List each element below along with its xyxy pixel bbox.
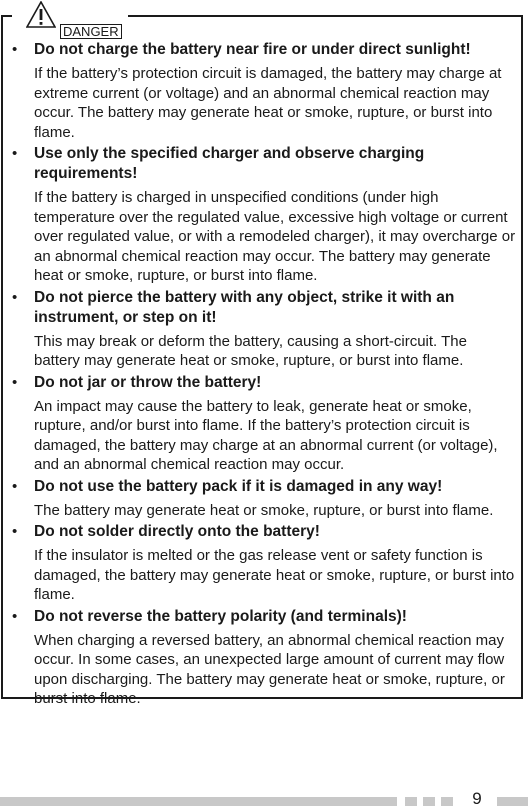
footer-block (423, 797, 435, 806)
item-title: Do not use the battery pack if it is damaged in any way! (34, 477, 443, 495)
item-body: When charging a reversed battery, an abnormal chemical reaction may occur. In some cases, an unexpected large amount of current may flow upon discharging. The battery may generate heat or smoke, rupture, or burst into flame. (34, 631, 505, 707)
bullet-icon: • (12, 607, 18, 625)
list-item (8, 40, 516, 142)
footer-block (405, 797, 417, 806)
warning-list (8, 40, 516, 711)
bullet-icon: • (12, 373, 18, 391)
bullet-icon: • (12, 523, 18, 540)
item-title: Do not jar or throw the battery! (34, 373, 262, 391)
item-body: If the battery’s protection circuit is damaged, the battery may charge at extreme current (or voltage) and an abnormal chemical reaction may occur. The battery may generate heat or smoke, rupture, or burst into flame. (34, 65, 502, 141)
list-item (8, 373, 516, 475)
item-title: Do not pierce the battery with any object, strike it with an instrument, or step on it! (34, 288, 455, 326)
item-body: The battery may generate heat or smoke, rupture, or burst into flame. (34, 501, 494, 519)
item-body: An impact may cause the battery to leak, generate heat or smoke, rupture, and/or burst into flame. If the battery’s protection circuit is damaged, the battery may charge at an abnormal current (or voltage), and an abnormal chemical reaction may occur. (34, 397, 498, 473)
list-item (8, 607, 516, 709)
page-number: 9 (472, 789, 482, 808)
item-title: Do not reverse the battery polarity (and terminals)! (34, 607, 407, 625)
list-item (8, 522, 516, 605)
bullet-icon: • (12, 145, 18, 162)
item-title: Use only the specified charger and observe charging requirements! (34, 145, 425, 182)
item-title: Do not solder directly onto the battery! (34, 523, 320, 540)
item-body: This may break or deform the battery, causing a short-circuit. The battery may generate heat or smoke, rupture, or burst into flame. (34, 332, 467, 369)
warning-triangle-icon (26, 1, 56, 28)
list-item (8, 477, 516, 521)
item-body: If the battery is charged in unspecified conditions (under high temperature over the regulated value, excessive high voltage or current over regulated value, or with a remodeled charger), it may overcharge or an abnormal chemical reaction may occur. The battery may generate heat or smoke, rupture, or burst into flame. (34, 189, 516, 284)
danger-badge: DANGER (60, 24, 122, 39)
item-title: Do not charge the battery near fire or under direct sunlight! (34, 41, 471, 58)
bullet-icon: • (12, 288, 18, 306)
footer-block (441, 797, 453, 806)
list-item (8, 288, 516, 371)
list-item (8, 144, 516, 286)
footer-bar (497, 797, 528, 806)
bullet-icon: • (12, 41, 18, 58)
footer-bar (0, 797, 397, 806)
item-body: If the insulator is melted or the gas release vent or safety function is damaged, the battery may generate heat or smoke, rupture, or burst into flame. (34, 547, 515, 603)
bullet-icon: • (12, 477, 18, 495)
